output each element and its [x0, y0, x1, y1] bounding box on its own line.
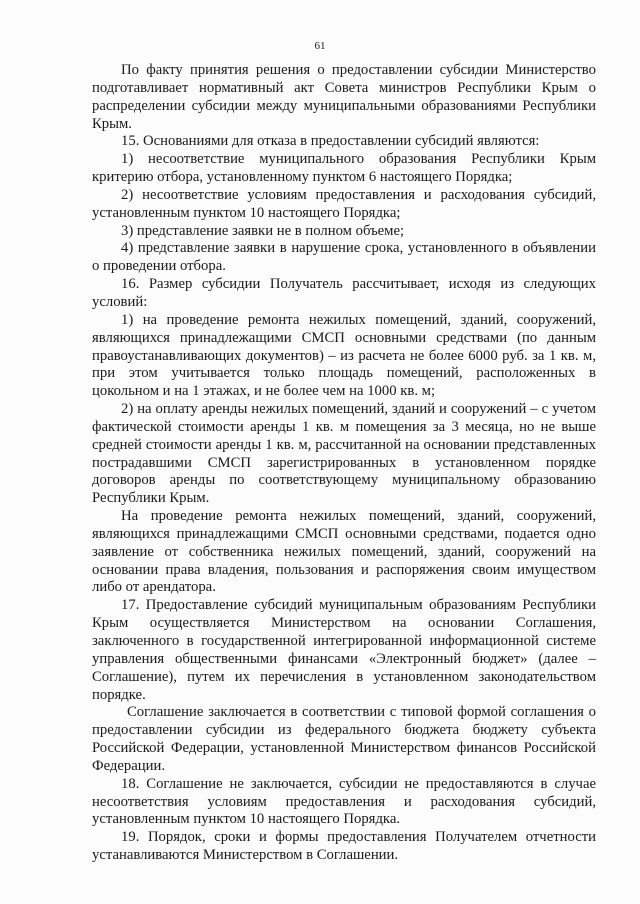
document-body [92, 62, 596, 865]
paragraph-16-item-2: 2) на оплату аренды нежилых помещений, зданий и сооружений – с учетом фактической стоимости аренды 1 кв. м помещения за 3 месяца, но не выше средней стоимости аренды 1 кв. м, рассчитанной на основании представленных пострадавшими СМСП зарегистрированных в установленном порядке договоров аренды по соответствующему муниципальному образованию Республики Крым. [92, 401, 596, 507]
paragraph-19-reporting: 19. Порядок, сроки и формы предоставления Получателем отчетности устанавливаются Министерством в Соглашении. [92, 829, 596, 864]
paragraph-repair-application: На проведение ремонта нежилых помещений, зданий, сооружений, являющихся принадлежащими СМСП основными средствами, подается одно заявление от собственника нежилых помещений, зданий, сооружений на основании права владения, пользования и распоряжения своим имуществом либо от арендатора. [92, 508, 596, 596]
paragraph-18-no-agreement: 18. Соглашение не заключается, субсидии не предоставляются в случае несоответствия условиям предоставления и расходования субсидий, установленным пунктом 10 настоящего Порядка. [92, 775, 596, 828]
paragraph-16-subsidy-size: 16. Размер субсидии Получатель рассчитывает, исходя из следующих условий: [92, 276, 596, 310]
paragraph-agreement-form: Соглашение заключается в соответствии с типовой формой соглашения о предоставлении субсидии из федерального бюджета бюджету субъекта Российской Федерации, установленной Министерством финансов Российской Федерации. [92, 704, 596, 774]
paragraph-decision-act: По факту принятия решения о предоставлении субсидии Министерство подготавливает нормативный акт Совета министров Республики Крым о распределении субсидии между муниципальными образованиями Республики Крым. [92, 62, 596, 132]
paragraph-15-refusal-grounds: 15. Основаниями для отказа в предоставлении субсидий являются: [121, 133, 540, 150]
paragraph-17-provision: 17. Предоставление субсидий муниципальным образованиям Республики Крым осуществляется Министерством на основании Соглашения, заключенного в государственной интегрированной информационной системе управления общественными финансами «Электронный бюджет» (далее – Соглашение), путем их перечисления в установленном законодательством порядке. [92, 597, 596, 703]
paragraph-16-item-1: 1) на проведение ремонта нежилых помещений, зданий, сооружений, являющихся принадлежащими СМСП основными средствами (по данным правоустанавливающих документов) – из расчета не более 6000 руб. за 1 кв. м, при этом учитывается только площадь помещений, расположенных в цокольном и на 1 этажах, и не более чем на 1000 кв. м; [92, 311, 596, 400]
paragraph-15-item-4: 4) представление заявки в нарушение срока, установленного в объявлении о проведении отбора. [92, 240, 596, 275]
paragraph-15-item-1: 1) несоответствие муниципального образования Республики Крым критерию отбора, установленному пунктом 6 настоящего Порядка; [92, 151, 596, 186]
paragraph-15-item-3: 3) представление заявки не в полном объеме; [121, 222, 405, 239]
page-number: 61 [314, 40, 326, 52]
paragraph-15-item-2: 2) несоответствие условиям предоставления и расходования субсидий, установленным пунктом 10 настоящего Порядка; [92, 186, 596, 221]
